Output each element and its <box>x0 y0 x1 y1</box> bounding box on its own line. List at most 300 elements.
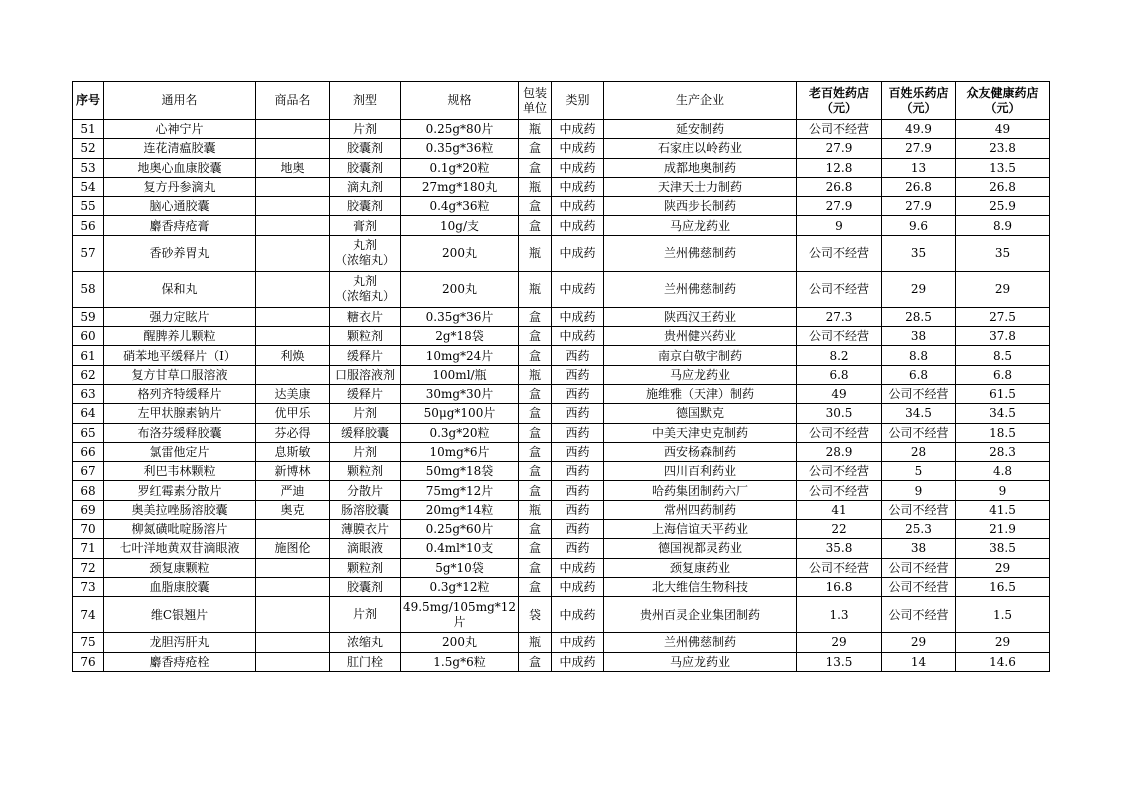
cell-spec: 0.35g*36片 <box>401 307 519 326</box>
cell-no: 64 <box>73 404 104 423</box>
cell-price-zhongyou: 9 <box>956 481 1050 500</box>
cell-package-unit: 盒 <box>519 216 552 235</box>
cell-price-laobaixing: 28.9 <box>797 442 882 461</box>
cell-brand-name <box>256 139 330 158</box>
cell-price-laobaixing: 公司不经营 <box>797 481 882 500</box>
cell-brand-name: 利焕 <box>256 346 330 365</box>
cell-package-unit: 盒 <box>519 481 552 500</box>
cell-price-baixingle: 9.6 <box>882 216 956 235</box>
cell-no: 76 <box>73 652 104 671</box>
cell-price-zhongyou: 13.5 <box>956 158 1050 177</box>
cell-generic-name: 柳氮磺吡啶肠溶片 <box>104 520 256 539</box>
cell-category: 中成药 <box>552 558 604 577</box>
cell-category: 西药 <box>552 404 604 423</box>
table-row <box>73 577 1050 596</box>
cell-price-zhongyou: 29 <box>956 558 1050 577</box>
table-row <box>73 346 1050 365</box>
cell-category: 中成药 <box>552 139 604 158</box>
cell-brand-name <box>256 307 330 326</box>
cell-manufacturer: 陕西汉王药业 <box>604 307 797 326</box>
cell-price-baixingle: 5 <box>882 462 956 481</box>
cell-manufacturer: 常州四药制药 <box>604 500 797 519</box>
cell-no: 74 <box>73 597 104 633</box>
cell-price-baixingle: 公司不经营 <box>882 597 956 633</box>
cell-category: 西药 <box>552 423 604 442</box>
cell-package-unit: 瓶 <box>519 500 552 519</box>
cell-price-baixingle: 13 <box>882 158 956 177</box>
cell-price-laobaixing: 35.8 <box>797 539 882 558</box>
table-row <box>73 235 1050 271</box>
header-no: 序号 <box>73 82 104 120</box>
header-price-baixingle: 百姓乐药店（元） <box>882 82 956 120</box>
cell-dosage-form: 胶囊剂 <box>330 577 401 596</box>
cell-category: 西药 <box>552 346 604 365</box>
cell-spec: 10g/支 <box>401 216 519 235</box>
cell-spec: 5g*10袋 <box>401 558 519 577</box>
table-row <box>73 365 1050 384</box>
cell-dosage-form: 缓释片 <box>330 346 401 365</box>
table-body <box>73 120 1050 672</box>
cell-price-baixingle: 29 <box>882 633 956 652</box>
cell-generic-name: 布洛芬缓释胶囊 <box>104 423 256 442</box>
cell-no: 51 <box>73 120 104 139</box>
cell-generic-name: 血脂康胶囊 <box>104 577 256 596</box>
cell-price-zhongyou: 28.3 <box>956 442 1050 461</box>
cell-price-laobaixing: 1.3 <box>797 597 882 633</box>
cell-price-baixingle: 34.5 <box>882 404 956 423</box>
cell-manufacturer: 德国视都灵药业 <box>604 539 797 558</box>
cell-price-zhongyou: 49 <box>956 120 1050 139</box>
cell-brand-name: 严迪 <box>256 481 330 500</box>
cell-no: 57 <box>73 235 104 271</box>
cell-generic-name: 强力定眩片 <box>104 307 256 326</box>
cell-manufacturer: 兰州佛慈制药 <box>604 235 797 271</box>
header-generic-name: 通用名 <box>104 82 256 120</box>
cell-spec: 10mg*6片 <box>401 442 519 461</box>
cell-price-baixingle: 38 <box>882 539 956 558</box>
cell-manufacturer: 施维雅（天津）制药 <box>604 384 797 403</box>
cell-generic-name: 复方甘草口服溶液 <box>104 365 256 384</box>
cell-manufacturer: 德国默克 <box>604 404 797 423</box>
cell-spec: 200丸 <box>401 633 519 652</box>
cell-brand-name: 地奥 <box>256 158 330 177</box>
cell-price-laobaixing: 29 <box>797 633 882 652</box>
cell-package-unit: 盒 <box>519 307 552 326</box>
table-row <box>73 139 1050 158</box>
cell-spec: 1.5g*6粒 <box>401 652 519 671</box>
cell-price-zhongyou: 18.5 <box>956 423 1050 442</box>
table-row <box>73 481 1050 500</box>
cell-category: 中成药 <box>552 235 604 271</box>
cell-manufacturer: 西安杨森制药 <box>604 442 797 461</box>
cell-manufacturer: 陕西步长制药 <box>604 197 797 216</box>
cell-price-laobaixing: 8.2 <box>797 346 882 365</box>
cell-category: 西药 <box>552 539 604 558</box>
cell-package-unit: 盒 <box>519 404 552 423</box>
table-row <box>73 404 1050 423</box>
cell-spec: 75mg*12片 <box>401 481 519 500</box>
cell-price-baixingle: 公司不经营 <box>882 384 956 403</box>
cell-package-unit: 袋 <box>519 597 552 633</box>
cell-price-zhongyou: 14.6 <box>956 652 1050 671</box>
cell-price-baixingle: 公司不经营 <box>882 423 956 442</box>
cell-manufacturer: 石家庄以岭药业 <box>604 139 797 158</box>
cell-brand-name <box>256 577 330 596</box>
table-row <box>73 558 1050 577</box>
cell-no: 61 <box>73 346 104 365</box>
cell-no: 55 <box>73 197 104 216</box>
cell-price-laobaixing: 27.9 <box>797 197 882 216</box>
cell-generic-name: 氯雷他定片 <box>104 442 256 461</box>
cell-category: 西药 <box>552 384 604 403</box>
cell-manufacturer: 马应龙药业 <box>604 216 797 235</box>
cell-no: 59 <box>73 307 104 326</box>
cell-price-baixingle: 公司不经营 <box>882 577 956 596</box>
header-row <box>73 82 1050 120</box>
table-row <box>73 307 1050 326</box>
cell-price-laobaixing: 41 <box>797 500 882 519</box>
cell-price-baixingle: 27.9 <box>882 197 956 216</box>
cell-no: 54 <box>73 177 104 196</box>
cell-price-zhongyou: 16.5 <box>956 577 1050 596</box>
cell-price-zhongyou: 8.9 <box>956 216 1050 235</box>
cell-generic-name: 罗红霉素分散片 <box>104 481 256 500</box>
header-category: 类别 <box>552 82 604 120</box>
cell-generic-name: 维C银翘片 <box>104 597 256 633</box>
cell-generic-name: 麝香痔疮膏 <box>104 216 256 235</box>
cell-price-zhongyou: 38.5 <box>956 539 1050 558</box>
cell-package-unit: 瓶 <box>519 235 552 271</box>
cell-package-unit: 瓶 <box>519 271 552 307</box>
cell-price-laobaixing: 公司不经营 <box>797 423 882 442</box>
cell-manufacturer: 贵州百灵企业集团制药 <box>604 597 797 633</box>
cell-no: 72 <box>73 558 104 577</box>
cell-manufacturer: 北大维信生物科技 <box>604 577 797 596</box>
cell-dosage-form: 片剂 <box>330 120 401 139</box>
cell-price-baixingle: 28 <box>882 442 956 461</box>
cell-category: 西药 <box>552 365 604 384</box>
table-row <box>73 652 1050 671</box>
cell-brand-name: 新博林 <box>256 462 330 481</box>
cell-price-laobaixing: 26.8 <box>797 177 882 196</box>
cell-dosage-form: 肠溶胶囊 <box>330 500 401 519</box>
cell-price-laobaixing: 27.9 <box>797 139 882 158</box>
cell-brand-name <box>256 652 330 671</box>
cell-price-baixingle: 14 <box>882 652 956 671</box>
cell-price-zhongyou: 61.5 <box>956 384 1050 403</box>
cell-generic-name: 保和丸 <box>104 271 256 307</box>
header-spec: 规格 <box>401 82 519 120</box>
table-row <box>73 442 1050 461</box>
cell-category: 中成药 <box>552 271 604 307</box>
cell-package-unit: 盒 <box>519 327 552 346</box>
cell-price-baixingle: 49.9 <box>882 120 956 139</box>
cell-price-baixingle: 公司不经营 <box>882 500 956 519</box>
cell-price-laobaixing: 公司不经营 <box>797 462 882 481</box>
cell-manufacturer: 中美天津史克制药 <box>604 423 797 442</box>
cell-no: 62 <box>73 365 104 384</box>
cell-price-zhongyou: 35 <box>956 235 1050 271</box>
cell-generic-name: 连花清瘟胶囊 <box>104 139 256 158</box>
cell-price-laobaixing: 公司不经营 <box>797 271 882 307</box>
cell-dosage-form: 肛门栓 <box>330 652 401 671</box>
cell-spec: 20mg*14粒 <box>401 500 519 519</box>
cell-price-zhongyou: 27.5 <box>956 307 1050 326</box>
cell-package-unit: 盒 <box>519 652 552 671</box>
cell-price-laobaixing: 公司不经营 <box>797 327 882 346</box>
cell-price-baixingle: 25.3 <box>882 520 956 539</box>
cell-brand-name <box>256 271 330 307</box>
cell-dosage-form: 胶囊剂 <box>330 139 401 158</box>
cell-price-laobaixing: 30.5 <box>797 404 882 423</box>
cell-price-baixingle: 9 <box>882 481 956 500</box>
cell-package-unit: 盒 <box>519 462 552 481</box>
cell-price-zhongyou: 8.5 <box>956 346 1050 365</box>
cell-package-unit: 盒 <box>519 384 552 403</box>
cell-package-unit: 盒 <box>519 577 552 596</box>
cell-manufacturer: 南京白敬宇制药 <box>604 346 797 365</box>
cell-no: 53 <box>73 158 104 177</box>
cell-brand-name <box>256 216 330 235</box>
cell-manufacturer: 四川百利药业 <box>604 462 797 481</box>
cell-price-zhongyou: 29 <box>956 271 1050 307</box>
cell-package-unit: 盒 <box>519 158 552 177</box>
cell-brand-name <box>256 120 330 139</box>
cell-price-zhongyou: 25.9 <box>956 197 1050 216</box>
cell-package-unit: 盒 <box>519 423 552 442</box>
cell-dosage-form: 滴眼液 <box>330 539 401 558</box>
cell-price-laobaixing: 公司不经营 <box>797 558 882 577</box>
cell-brand-name <box>256 197 330 216</box>
cell-no: 52 <box>73 139 104 158</box>
cell-category: 中成药 <box>552 158 604 177</box>
cell-package-unit: 盒 <box>519 197 552 216</box>
cell-no: 71 <box>73 539 104 558</box>
cell-category: 西药 <box>552 520 604 539</box>
cell-brand-name: 奥克 <box>256 500 330 519</box>
cell-package-unit: 瓶 <box>519 365 552 384</box>
cell-category: 中成药 <box>552 120 604 139</box>
cell-dosage-form: 糖衣片 <box>330 307 401 326</box>
table-row <box>73 423 1050 442</box>
cell-price-laobaixing: 公司不经营 <box>797 235 882 271</box>
cell-brand-name: 施图伦 <box>256 539 330 558</box>
cell-no: 56 <box>73 216 104 235</box>
cell-price-baixingle: 8.8 <box>882 346 956 365</box>
cell-brand-name: 达美康 <box>256 384 330 403</box>
cell-manufacturer: 延安制药 <box>604 120 797 139</box>
cell-dosage-form: 薄膜衣片 <box>330 520 401 539</box>
cell-dosage-form: 缓释胶囊 <box>330 423 401 442</box>
cell-package-unit: 瓶 <box>519 120 552 139</box>
cell-manufacturer: 兰州佛慈制药 <box>604 633 797 652</box>
cell-package-unit: 瓶 <box>519 177 552 196</box>
cell-spec: 0.4ml*10支 <box>401 539 519 558</box>
cell-price-laobaixing: 9 <box>797 216 882 235</box>
cell-category: 中成药 <box>552 197 604 216</box>
cell-spec: 2g*18袋 <box>401 327 519 346</box>
cell-generic-name: 心神宁片 <box>104 120 256 139</box>
cell-manufacturer: 天津天士力制药 <box>604 177 797 196</box>
cell-no: 75 <box>73 633 104 652</box>
cell-package-unit: 盒 <box>519 558 552 577</box>
cell-price-zhongyou: 41.5 <box>956 500 1050 519</box>
cell-generic-name: 麝香痔疮栓 <box>104 652 256 671</box>
cell-dosage-form: 片剂 <box>330 404 401 423</box>
cell-brand-name <box>256 558 330 577</box>
table-row <box>73 216 1050 235</box>
cell-spec: 200丸 <box>401 271 519 307</box>
header-brand-name: 商品名 <box>256 82 330 120</box>
cell-brand-name <box>256 235 330 271</box>
cell-no: 65 <box>73 423 104 442</box>
cell-generic-name: 香砂养胃丸 <box>104 235 256 271</box>
cell-manufacturer: 上海信谊天平药业 <box>604 520 797 539</box>
cell-package-unit: 盒 <box>519 539 552 558</box>
cell-price-zhongyou: 29 <box>956 633 1050 652</box>
cell-no: 60 <box>73 327 104 346</box>
cell-dosage-form: 膏剂 <box>330 216 401 235</box>
cell-spec: 49.5mg/105mg*12 片 <box>401 597 519 633</box>
cell-spec: 10mg*24片 <box>401 346 519 365</box>
cell-generic-name: 七叶洋地黄双苷滴眼液 <box>104 539 256 558</box>
cell-category: 西药 <box>552 500 604 519</box>
cell-manufacturer: 成都地奥制药 <box>604 158 797 177</box>
cell-generic-name: 醒脾养儿颗粒 <box>104 327 256 346</box>
cell-dosage-form: 颗粒剂 <box>330 327 401 346</box>
cell-dosage-form: 胶囊剂 <box>330 158 401 177</box>
cell-generic-name: 脑心通胶囊 <box>104 197 256 216</box>
cell-spec: 30mg*30片 <box>401 384 519 403</box>
cell-package-unit: 盒 <box>519 442 552 461</box>
cell-price-zhongyou: 34.5 <box>956 404 1050 423</box>
table-row <box>73 384 1050 403</box>
cell-category: 西药 <box>552 442 604 461</box>
cell-no: 68 <box>73 481 104 500</box>
cell-dosage-form: 片剂 <box>330 597 401 633</box>
cell-category: 中成药 <box>552 327 604 346</box>
cell-brand-name <box>256 520 330 539</box>
cell-price-zhongyou: 37.8 <box>956 327 1050 346</box>
cell-price-baixingle: 27.9 <box>882 139 956 158</box>
cell-price-baixingle: 38 <box>882 327 956 346</box>
cell-dosage-form: 口服溶液剂 <box>330 365 401 384</box>
cell-manufacturer: 马应龙药业 <box>604 365 797 384</box>
cell-price-laobaixing: 6.8 <box>797 365 882 384</box>
cell-price-baixingle: 29 <box>882 271 956 307</box>
cell-spec: 0.25g*80片 <box>401 120 519 139</box>
table-row <box>73 520 1050 539</box>
cell-spec: 0.3g*20粒 <box>401 423 519 442</box>
cell-generic-name: 地奥心血康胶囊 <box>104 158 256 177</box>
cell-spec: 0.4g*36粒 <box>401 197 519 216</box>
cell-no: 70 <box>73 520 104 539</box>
cell-price-laobaixing: 12.8 <box>797 158 882 177</box>
cell-manufacturer: 兰州佛慈制药 <box>604 271 797 307</box>
cell-brand-name <box>256 177 330 196</box>
cell-spec: 0.3g*12粒 <box>401 577 519 596</box>
table-row <box>73 597 1050 633</box>
cell-price-zhongyou: 26.8 <box>956 177 1050 196</box>
cell-manufacturer: 哈药集团制药六厂 <box>604 481 797 500</box>
cell-generic-name: 格列齐特缓释片 <box>104 384 256 403</box>
table-row <box>73 462 1050 481</box>
table-row <box>73 327 1050 346</box>
cell-price-laobaixing: 49 <box>797 384 882 403</box>
header-price-zhongyou: 众友健康药店（元） <box>956 82 1050 120</box>
cell-spec: 100ml/瓶 <box>401 365 519 384</box>
cell-dosage-form: 缓释片 <box>330 384 401 403</box>
cell-price-baixingle: 28.5 <box>882 307 956 326</box>
table-row <box>73 271 1050 307</box>
cell-spec: 0.35g*36粒 <box>401 139 519 158</box>
price-comparison-sheet <box>72 81 1049 672</box>
cell-price-laobaixing: 13.5 <box>797 652 882 671</box>
cell-category: 西药 <box>552 481 604 500</box>
cell-spec: 50mg*18袋 <box>401 462 519 481</box>
table-row <box>73 177 1050 196</box>
cell-spec: 200丸 <box>401 235 519 271</box>
cell-category: 中成药 <box>552 307 604 326</box>
cell-no: 63 <box>73 384 104 403</box>
cell-category: 中成药 <box>552 177 604 196</box>
table-row <box>73 158 1050 177</box>
cell-price-zhongyou: 6.8 <box>956 365 1050 384</box>
cell-no: 73 <box>73 577 104 596</box>
table-row <box>73 500 1050 519</box>
drug-price-table <box>72 81 1050 672</box>
cell-brand-name: 芬必得 <box>256 423 330 442</box>
cell-generic-name: 龙胆泻肝丸 <box>104 633 256 652</box>
cell-price-baixingle: 公司不经营 <box>882 558 956 577</box>
cell-price-laobaixing: 公司不经营 <box>797 120 882 139</box>
cell-price-laobaixing: 22 <box>797 520 882 539</box>
cell-no: 58 <box>73 271 104 307</box>
cell-dosage-form: 丸剂 （浓缩丸） <box>330 271 401 307</box>
cell-category: 中成药 <box>552 597 604 633</box>
cell-brand-name <box>256 633 330 652</box>
cell-price-zhongyou: 4.8 <box>956 462 1050 481</box>
table-row <box>73 120 1050 139</box>
cell-spec: 0.25g*60片 <box>401 520 519 539</box>
cell-price-baixingle: 35 <box>882 235 956 271</box>
cell-spec: 50μg*100片 <box>401 404 519 423</box>
cell-category: 中成药 <box>552 633 604 652</box>
cell-no: 67 <box>73 462 104 481</box>
cell-price-zhongyou: 23.8 <box>956 139 1050 158</box>
cell-package-unit: 瓶 <box>519 633 552 652</box>
cell-generic-name: 硝苯地平缓释片（Ⅰ） <box>104 346 256 365</box>
cell-generic-name: 利巴韦林颗粒 <box>104 462 256 481</box>
cell-dosage-form: 分散片 <box>330 481 401 500</box>
table-row <box>73 539 1050 558</box>
cell-generic-name: 复方丹参滴丸 <box>104 177 256 196</box>
cell-brand-name <box>256 365 330 384</box>
cell-package-unit: 盒 <box>519 346 552 365</box>
cell-brand-name: 优甲乐 <box>256 404 330 423</box>
cell-price-zhongyou: 21.9 <box>956 520 1050 539</box>
cell-dosage-form: 颗粒剂 <box>330 462 401 481</box>
cell-manufacturer: 马应龙药业 <box>604 652 797 671</box>
cell-package-unit: 盒 <box>519 139 552 158</box>
header-package-unit: 包装单位 <box>519 82 552 120</box>
cell-no: 66 <box>73 442 104 461</box>
cell-dosage-form: 滴丸剂 <box>330 177 401 196</box>
cell-price-zhongyou: 1.5 <box>956 597 1050 633</box>
cell-dosage-form: 颗粒剂 <box>330 558 401 577</box>
header-price-laobaixing: 老百姓药店（元） <box>797 82 882 120</box>
cell-spec: 0.1g*20粒 <box>401 158 519 177</box>
